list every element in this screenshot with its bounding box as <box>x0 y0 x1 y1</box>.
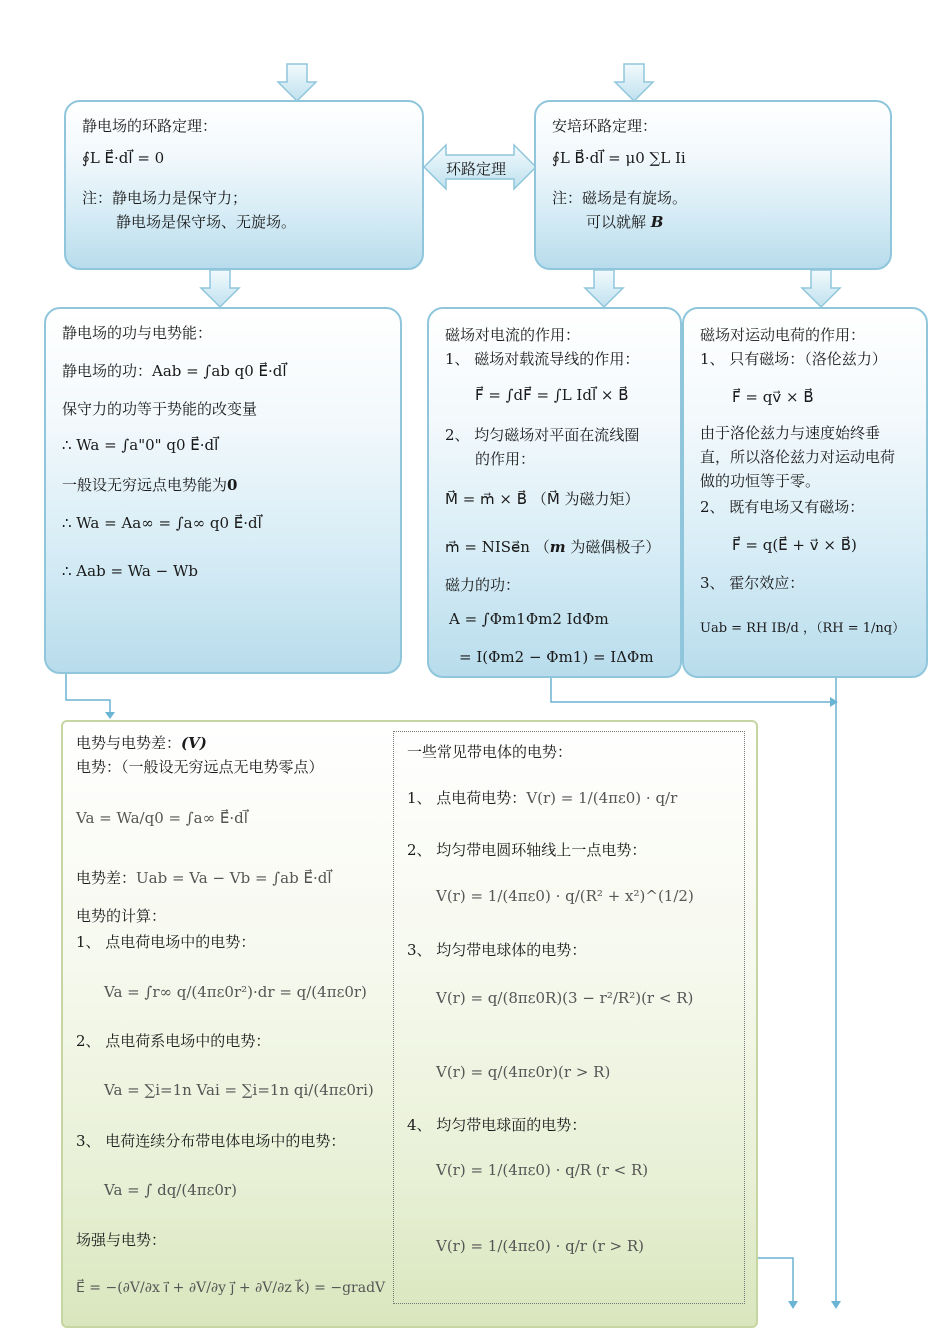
connector-label: 环路定理 <box>446 160 507 178</box>
formula: Va = ∫ dq/(4πε0r) <box>104 1181 237 1199</box>
down-arrow-work <box>201 270 239 307</box>
force-on-current-box <box>427 307 682 678</box>
item: 4、 均匀带电球面的电势： <box>407 1116 587 1134</box>
item: 2、 点电荷系电场中的电势： <box>76 1032 271 1050</box>
item: 的作用： <box>475 450 536 468</box>
box-title: 磁场对运动电荷的作用： <box>700 326 866 344</box>
item: 3、 均匀带电球体的电势： <box>407 941 587 959</box>
formula: E⃗ = −(∂V/∂x i⃗ + ∂V/∂y j⃗ + ∂V/∂z k⃗) = −gradV <box>76 1280 386 1296</box>
down-arrow-top-right <box>615 64 653 101</box>
formula: A = ∫Φm1Φm2 IdΦm <box>449 610 609 628</box>
item: 3、 电荷连续分布带电体电场中的电势： <box>76 1132 346 1150</box>
formula: F⃗ = qv⃗ × B⃗ <box>732 388 814 406</box>
work-line: 静电场的功：Aab = ∫ab q0 E⃗·dl⃗ <box>62 362 287 380</box>
work-energy-box <box>44 307 402 674</box>
formula: m⃗ = NISe⃗n （m 为磁偶极子） <box>445 538 661 556</box>
electrostatic-circulation-box <box>64 100 424 270</box>
formula: Va = ∑i=1n Vai = ∑i=1n qi/(4πε0ri) <box>104 1081 374 1099</box>
note: 可以就解 B <box>586 213 664 231</box>
note: 静电场是保守场、无旋场。 <box>116 213 297 231</box>
item-line: 1、 点电荷电势：V(r) = 1/(4πε0) · q/r <box>407 789 678 807</box>
para: 做的功恒等于零。 <box>700 472 821 490</box>
ampere-circulation-box <box>534 100 892 270</box>
formula: V(r) = 1/(4πε0) · q/r (r > R) <box>436 1237 645 1255</box>
item: 1、 点电荷电场中的电势： <box>76 933 256 951</box>
box-title: 磁场对电流的作用： <box>445 326 581 344</box>
item: 3、 霍尔效应： <box>700 574 805 592</box>
item: 2、 均匀磁场对平面在流线圈 <box>445 426 640 444</box>
formula: F⃗ = q(E⃗ + v⃗ × B⃗) <box>732 536 857 554</box>
note: 注：磁场是有旋场。 <box>552 189 688 207</box>
item: 2、 既有电场又有磁场： <box>700 498 865 516</box>
formula: V(r) = 1/(4πε0) · q/(R² + x²)^(1/2) <box>436 887 694 905</box>
box-title: 安培环路定理： <box>552 117 658 135</box>
formula: Uab = RH IB/d ，（RH = 1/nq） <box>700 621 906 636</box>
formula: V(r) = q/(8πε0R)(3 − r²/R²)(r < R) <box>436 989 694 1007</box>
potential-title: 电势与电势差：(V) <box>76 734 207 752</box>
formula: Va = ∫r∞ q/(4πε0r²)·dr = q/(4πε0r) <box>104 983 367 1001</box>
down-arrow-top-left <box>278 64 316 101</box>
item: 磁力的功： <box>445 576 521 594</box>
formula: ∮L B⃗·dl⃗ = μ0 ∑L Ii <box>552 149 686 167</box>
formula-line: 电势差：Uab = Va − Vb = ∫ab E⃗·dl⃗ <box>76 869 332 887</box>
item: 1、 磁场对载流导线的作用： <box>445 350 640 368</box>
formula: V(r) = q/(4πε0r)(r > R) <box>436 1063 611 1081</box>
para: 直，所以洛伦兹力对运动电荷 <box>700 448 896 466</box>
force-on-charge-box <box>682 307 928 678</box>
box-title: 静电场的环路定理： <box>82 117 218 135</box>
text-line: 保守力的功等于势能的改变量 <box>62 400 258 418</box>
box-title: 静电场的功与电势能： <box>62 324 213 342</box>
formula: ∮L E⃗·dl⃗ = 0 <box>82 149 165 167</box>
down-arrow-charge <box>802 270 840 307</box>
formula: ∴ Wa = ∫a"0" q0 E⃗·dl⃗ <box>62 436 219 454</box>
text-line: 一般设无穷远点电势能为0 <box>62 476 238 494</box>
item: 1、 只有磁场：（洛伦兹力） <box>700 350 887 368</box>
formula: ∴ Wa = Aa∞ = ∫a∞ q0 E⃗·dl⃗ <box>62 514 262 532</box>
item: 2、 均匀带电圆环轴线上一点电势： <box>407 841 647 859</box>
text-line: 电势的计算： <box>76 907 167 925</box>
formula: V(r) = 1/(4πε0) · q/R (r < R) <box>436 1161 649 1179</box>
box-title: 一些常见带电体的电势： <box>407 743 573 761</box>
formula: Va = Wa/q0 = ∫a∞ E⃗·dl⃗ <box>76 809 248 827</box>
item: 场强与电势： <box>76 1231 167 1249</box>
note: 注：静电场力是保守力； <box>82 189 248 207</box>
formula: = I(Φm2 − Φm1) = IΔΦm <box>459 648 654 666</box>
formula: M⃗ = m⃗ × B⃗ （M⃗ 为磁力矩） <box>445 490 640 508</box>
down-arrow-current <box>585 270 623 307</box>
para: 由于洛伦兹力与速度始终垂 <box>700 424 881 442</box>
formula: F⃗ = ∫dF⃗ = ∫L Idl⃗ × B⃗ <box>475 386 629 404</box>
formula: ∴ Aab = Wa − Wb <box>62 562 198 580</box>
common-potential-box <box>393 731 745 1304</box>
text-line: 电势：（一般设无穷远点无电势零点） <box>76 758 324 776</box>
